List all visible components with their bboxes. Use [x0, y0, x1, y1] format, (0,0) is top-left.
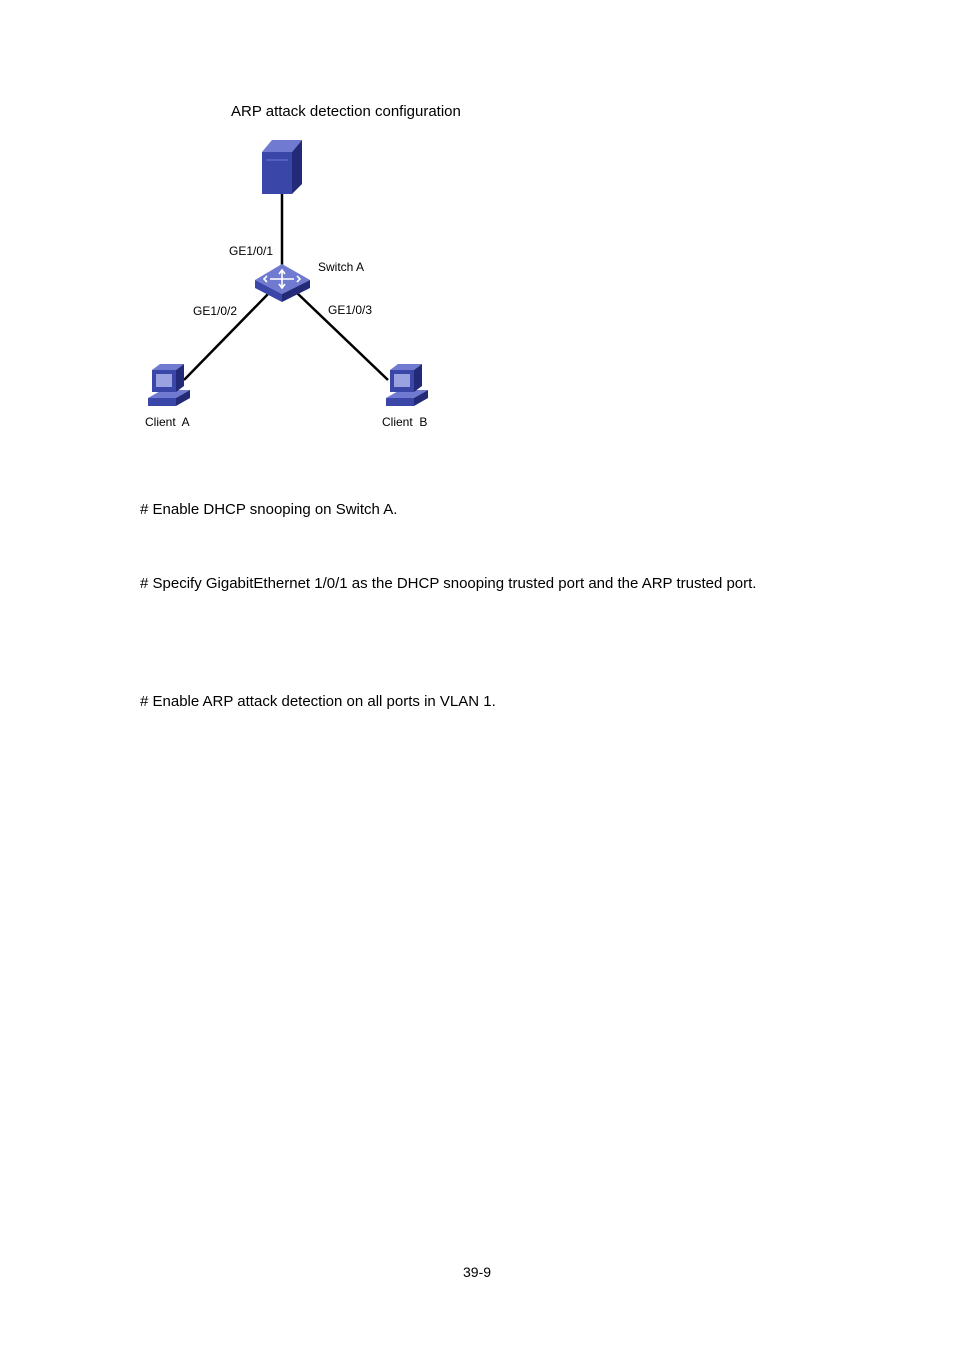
step-trusted-port: # Specify GigabitEthernet 1/0/1 as the DHCP snooping trusted port and the ARP trusted port.: [140, 575, 757, 592]
computer-icon: [148, 364, 190, 406]
client-a-label: Client A: [145, 415, 190, 429]
port-label-ge1: GE1/0/1: [229, 244, 274, 258]
page-number: 39-9: [463, 1264, 492, 1280]
step-enable-dhcp-snooping: # Enable DHCP snooping on Switch A.: [140, 501, 398, 518]
port-label-ge3: GE1/0/3: [328, 303, 373, 317]
network-diagram: [0, 0, 954, 470]
port-label-ge2: GE1/0/2: [193, 304, 238, 318]
client-b-label: Client B: [382, 415, 428, 429]
server-icon: [262, 140, 302, 194]
step-enable-arp-detection: # Enable ARP attack detection on all ports in VLAN 1.: [140, 693, 496, 710]
computer-icon: [386, 364, 428, 406]
switch-label: Switch A: [318, 260, 365, 274]
figure-title: ARP attack detection configuration: [231, 103, 461, 120]
